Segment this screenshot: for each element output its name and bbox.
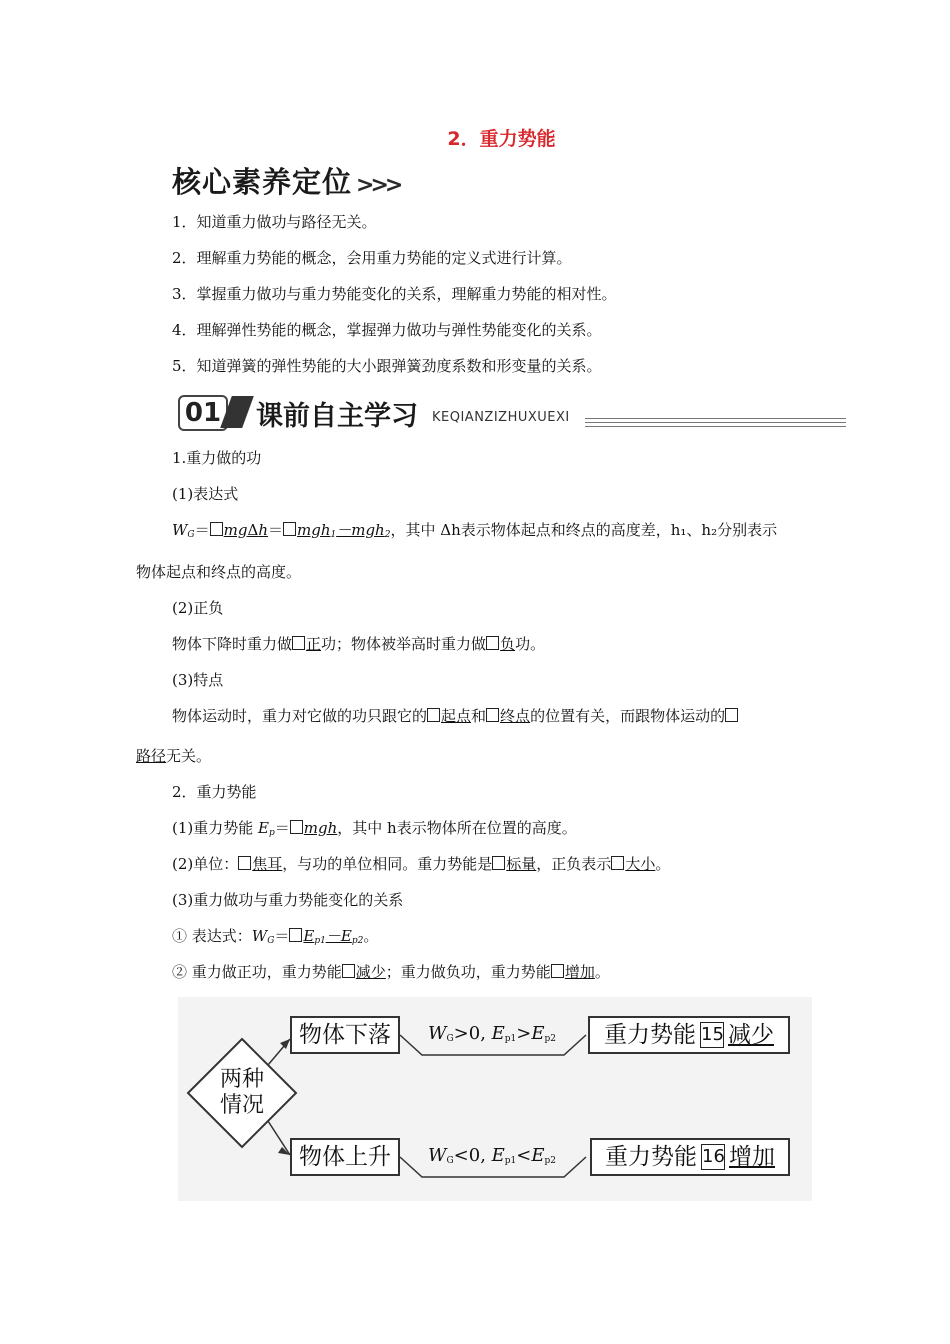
blank-box-icon [292, 636, 305, 650]
blank-box-icon [283, 522, 296, 536]
s1-sign-line [172, 634, 545, 654]
s1-feature-line [172, 706, 739, 726]
section-heading-label: 核心素养定位 [172, 165, 353, 199]
blank-box-icon [342, 964, 355, 978]
objective-3: 3．掌握重力做功与重力势能变化的关系，理解重力势能的相对性。 [172, 285, 617, 303]
text: 。 [594, 963, 610, 981]
text: 无关。 [166, 747, 212, 765]
fill-answer: 终点 [500, 707, 531, 725]
blank-box-icon [289, 928, 302, 942]
blank-box-icon [427, 708, 440, 722]
fill-answer: 减少 [728, 1022, 774, 1048]
banner-title: 课前自主学习 [256, 401, 418, 432]
text: ① 表达式： [172, 927, 252, 945]
fill-answer: 负 [500, 635, 516, 653]
banner-subtitle: KEQIANZIZHUXUEXI [432, 410, 570, 425]
s1-p3-heading: (3)特点 [172, 671, 224, 689]
text: 物体运动时，重力对它做的功只跟它的 [172, 707, 428, 725]
objective-2: 2．理解重力势能的概念，会用重力势能的定义式进行计算。 [172, 249, 572, 267]
fill-answer: 路径 [136, 747, 167, 765]
text: 重力势能 [605, 1144, 697, 1170]
chevron-right-icon: >>> [356, 173, 400, 198]
diagram-top-condition: $W_G>0$, $E_{p1}>E_{p2}$ [427, 1023, 557, 1044]
diagram-top-result [588, 1016, 790, 1054]
blank-box-icon [611, 856, 624, 870]
blank-box-icon [290, 820, 303, 834]
text: ② 重力做正功，重力势能 [172, 963, 342, 981]
diagram-center-line: 两种 [219, 1067, 264, 1092]
fill-answer: 增加 [564, 963, 595, 981]
text: 功。 [515, 635, 546, 653]
fill-answer: 大小 [625, 855, 656, 873]
energy-diagram [178, 997, 812, 1201]
blank-box-icon [210, 522, 223, 536]
banner-rule [585, 422, 846, 423]
diagram-center-line: 情况 [219, 1093, 264, 1118]
text: (2)单位： [172, 855, 239, 873]
s1-feature-line-cont [136, 746, 211, 766]
s1-expression-cont: 物体起点和终点的高度。 [136, 563, 302, 581]
blank-box-icon [725, 708, 738, 722]
banner-number: 01 [178, 395, 228, 431]
text: ，与功的单位相同。重力势能是 [282, 855, 493, 873]
expr-tail: ，其中 Δh表示物体起点和终点的高度差，h₁、h₂分别表示 [390, 521, 778, 539]
text: 。 [655, 855, 671, 873]
banner-rule [585, 418, 846, 419]
text: 物体下降时重力做 [172, 635, 293, 653]
section-heading-core [172, 160, 399, 201]
s1-p2-heading: (2)正负 [172, 599, 224, 617]
text: ；重力做负功，重力势能 [385, 963, 551, 981]
text: 功；物体被举高时重力做 [321, 635, 487, 653]
fill-answer: 增加 [729, 1144, 775, 1170]
s2-line-2 [172, 854, 670, 874]
fill-answer: $E_{p1}-E_{p2}$ [303, 927, 364, 946]
diagram-center [215, 1067, 269, 1119]
fill-answer: 起点 [441, 707, 472, 725]
formula-wg: $W_G$ [172, 521, 195, 540]
blank-box-icon [492, 856, 505, 870]
banner-rule [585, 426, 846, 427]
fill-answer: mgh [303, 819, 338, 837]
answer-number-box: 16 [701, 1144, 725, 1170]
diagram-bottom-condition: $W_G<0$, $E_{p1}<E_{p2}$ [427, 1145, 557, 1166]
s2-line-3: (3)重力做功与重力势能变化的关系 [172, 891, 404, 909]
objective-5: 5．知道弹簧的弹性势能的大小跟弹簧劲度系数和形变量的关系。 [172, 357, 602, 375]
blank-box-icon [551, 964, 564, 978]
objective-4: 4．理解弹性势能的概念，掌握弹力做功与弹性势能变化的关系。 [172, 321, 602, 339]
diagram-bottom-case: 物体上升 [290, 1138, 400, 1176]
blank-box-icon [486, 708, 499, 722]
s2-line-5 [172, 962, 610, 982]
text: ，正负表示 [536, 855, 612, 873]
s2-heading: 2．重力势能 [172, 783, 257, 801]
blank-box-icon [486, 636, 499, 650]
fill-answer: 减少 [355, 963, 386, 981]
fill-answer: 正 [306, 635, 322, 653]
formula-mgh1-mgh2: mgh$_1$－mgh$_2$ [297, 521, 391, 540]
s2-line-1: (1)重力势能 $E_p=$ mgh，其中 h表示物体所在位置的高度。 [172, 819, 577, 838]
fill-answer: 标量 [506, 855, 537, 873]
text: (1)重力势能 [172, 819, 259, 837]
s1-heading: 1.重力做的功 [172, 449, 262, 467]
text: 重力势能 [604, 1022, 696, 1048]
formula-mg-dh: mg [223, 521, 248, 539]
blank-box-icon [238, 856, 251, 870]
text: 的位置有关，而跟物体运动的 [530, 707, 726, 725]
text: 和 [471, 707, 487, 725]
diagram-bottom-result [590, 1138, 790, 1176]
s2-line-4: ① 表达式：$W_G= E_{p1}-E_{p2}$。 [172, 927, 379, 946]
objective-1: 1．知道重力做功与路径无关。 [172, 213, 377, 231]
answer-number-box: 15 [700, 1022, 724, 1048]
section-banner [172, 392, 846, 434]
s1-expression: $W_G= mg\Delta h= mgh_1-mgh_2$，其中 Δh表示物体起点和终点的高度差，h₁、h₂分别表示 [172, 521, 778, 540]
diagram-top-case: 物体下落 [290, 1016, 400, 1054]
s1-p1-heading: (1)表达式 [172, 485, 239, 503]
text: ，其中 h表示物体所在位置的高度。 [337, 819, 577, 837]
fill-answer: 焦耳 [252, 855, 283, 873]
page-title: 2．重力势能 [447, 128, 556, 150]
